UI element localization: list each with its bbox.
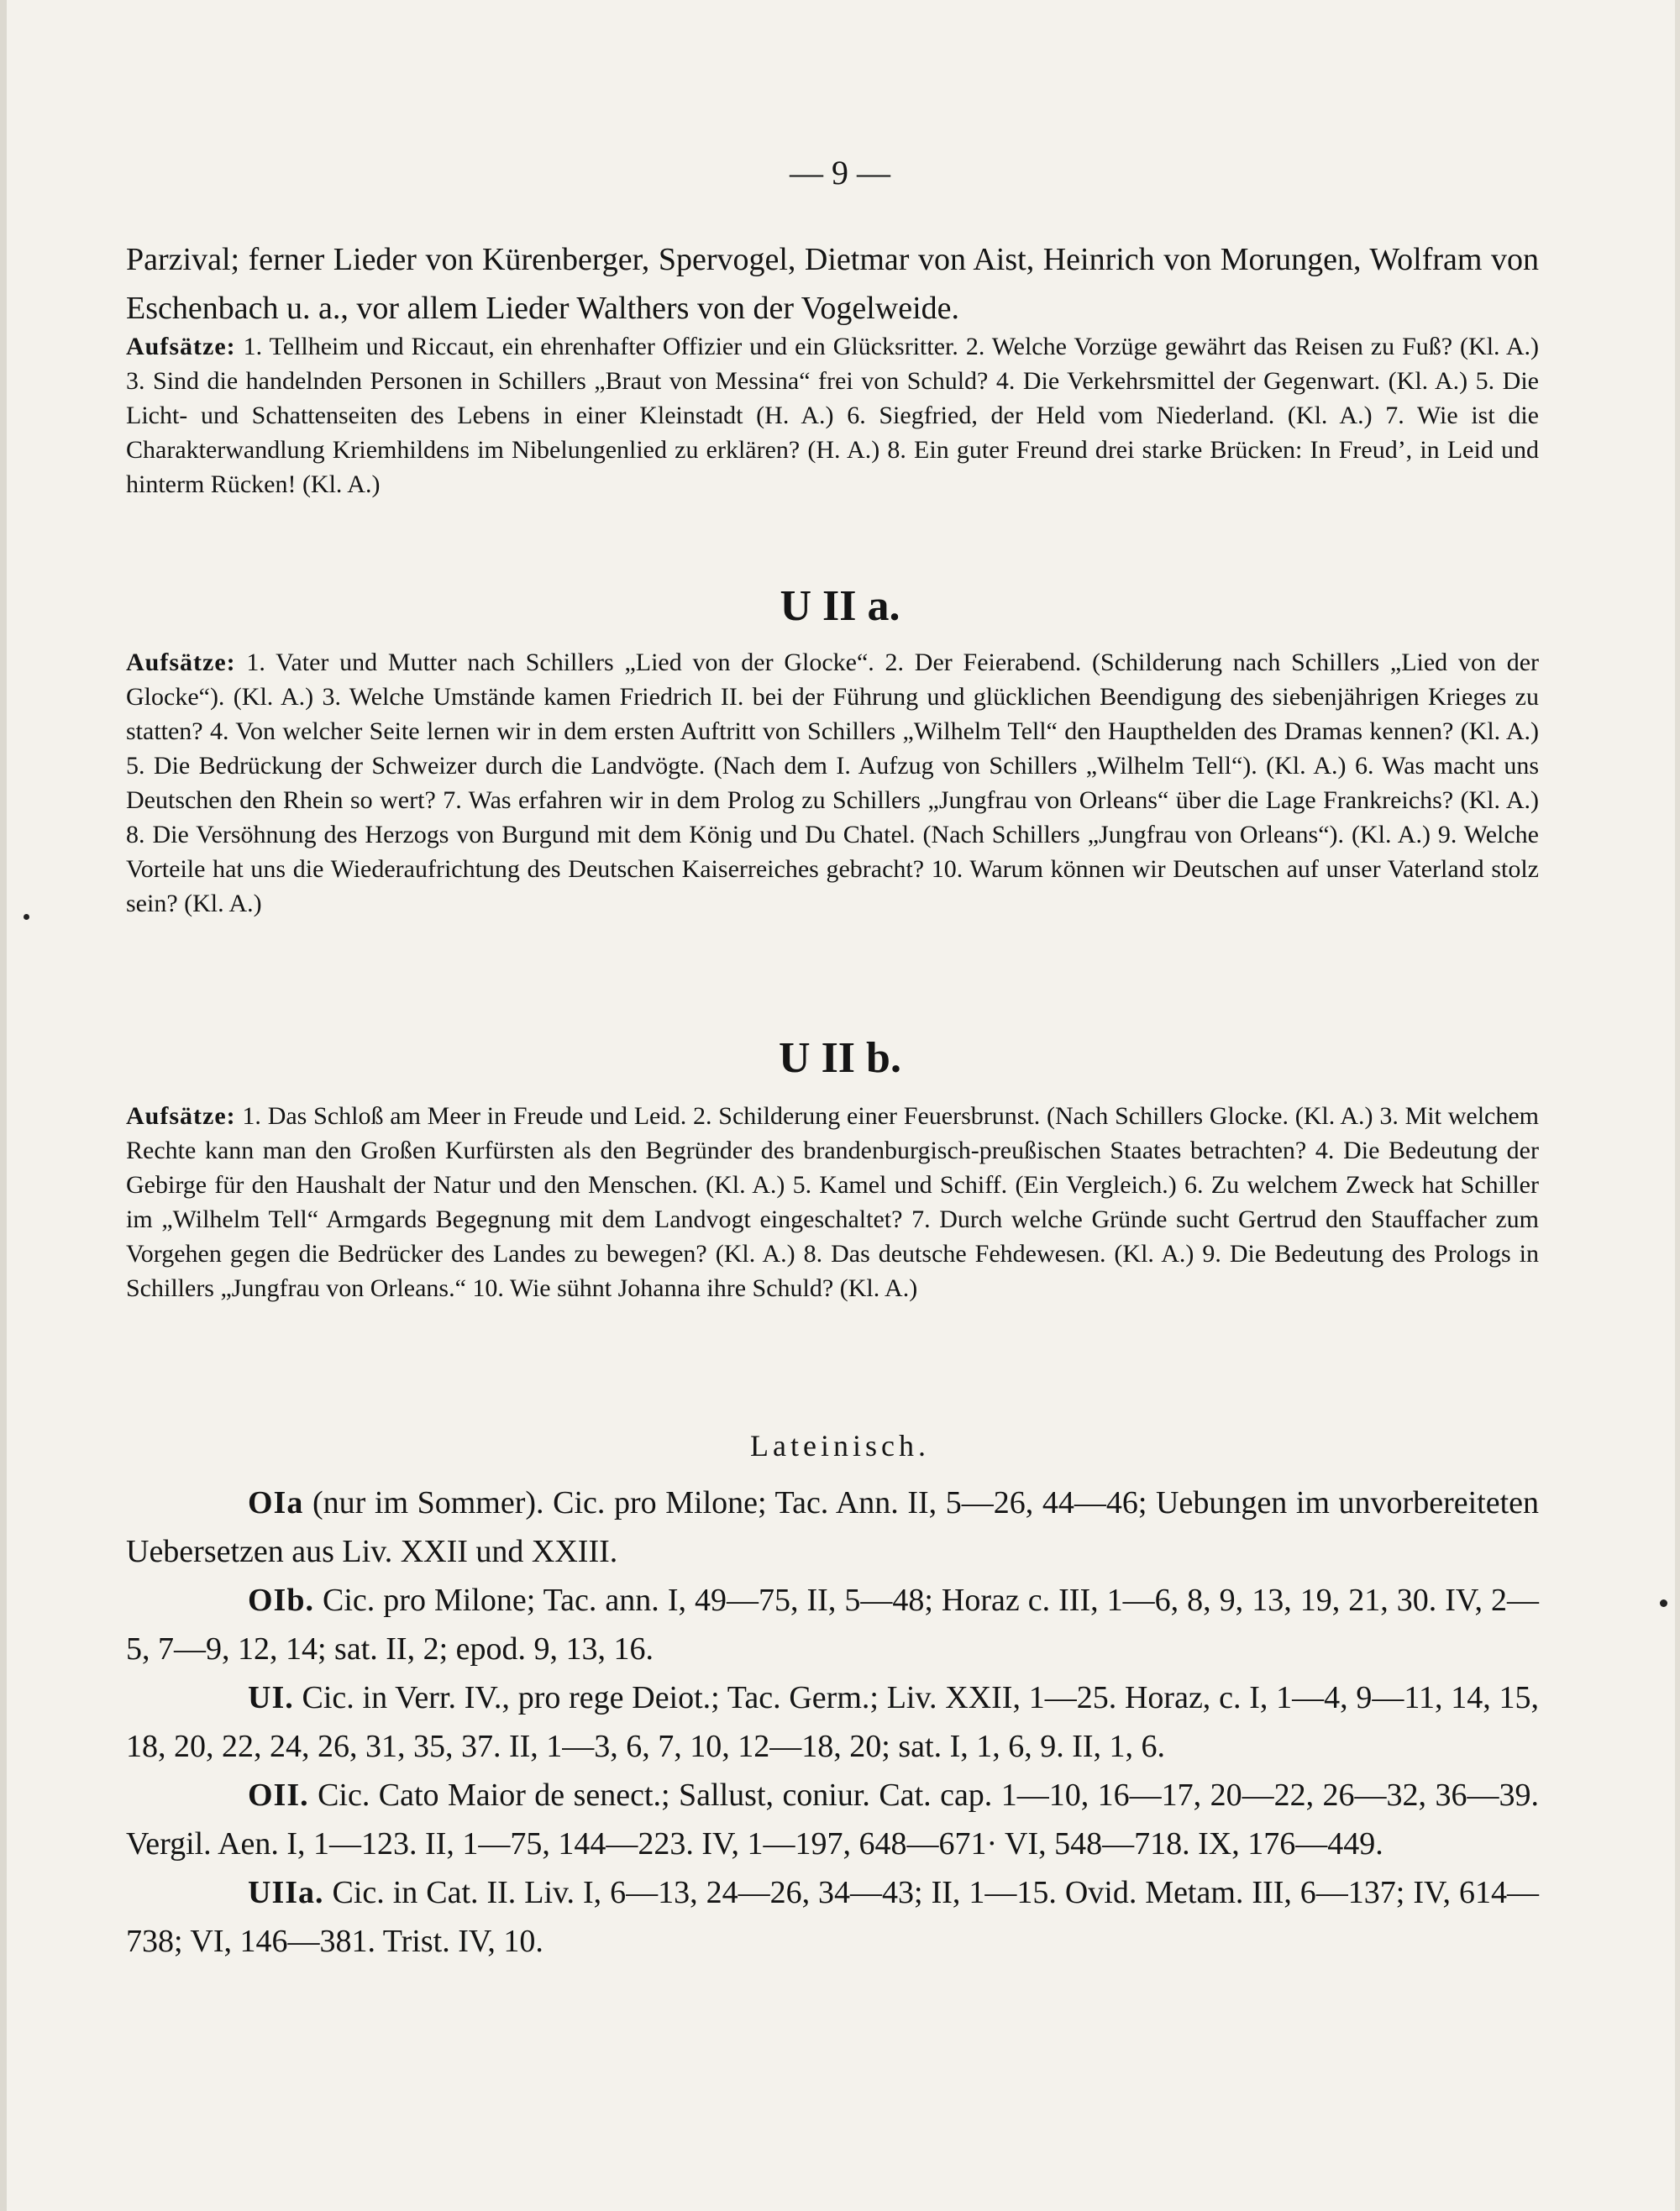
latin-readings bbox=[126, 1478, 1539, 1966]
latin-reading-oib bbox=[126, 1576, 1539, 1673]
section-heading-uiia: U II a. bbox=[780, 582, 900, 630]
class-label: OIa bbox=[248, 1485, 304, 1520]
essays-label: Aufsätze: bbox=[126, 1102, 236, 1130]
latin-reading-ui bbox=[126, 1673, 1539, 1771]
intro-paragraph: Parzival; ferner Lieder von Kürenberger, Spervogel, Dietmar von Aist, Heinrich von Morungen, Wolfram von Eschenbach u. a., vor allem Lieder Walthers von der Vogelweide. bbox=[126, 242, 1539, 326]
uiib-essays-paragraph bbox=[126, 1099, 1539, 1305]
class-label: OII. bbox=[248, 1778, 309, 1813]
essays-text: 1. Das Schloß am Meer in Freude und Leid. 2. Schilderung einer Feuersbrunst. (Nach Schillers Glocke. (Kl. A.) 3. Mit welchem Rechte kann man den Großen Kurfürsten als den Begründer des brandenburgisch-preußischen Staates betrachten? 4. Die Bedeutung der Gebirge für den Haushalt der Natur und den Menschen. (Kl. A.) 5. Kamel und Schiff. (Ein Vergleich.) 6. Zu welchem Zweck hat Schiller im „Wilhelm Tell“ Armgards Begegnung mit dem Landvogt eingeschaltet? 7. Durch welche Gründe sucht Gertrud den Stauffacher zum Vorgehen gegen die Bedrücker des Landes zu bewegen? (Kl. A.) 8. Das deutsche Fehdewesen. (Kl. A.) 9. Die Bedeutung des Prologs in Schillers „Jungfrau von Orleans.“ 10. Wie sühnt Johanna ihre Schuld? (Kl. A.) bbox=[126, 1102, 1539, 1302]
essays-text: 1. Vater und Mutter nach Schillers „Lied von der Glocke“. 2. Der Feierabend. (Schilderung nach Schillers „Lied von der Glocke“). (Kl. A.) 3. Welche Umstände kamen Friedrich II. bei der Führung und glücklichen Beendigung des siebenjährigen Krieges zu statten? 4. Von welcher Seite lernen wir in dem ersten Auftritt von Schillers „Wilhelm Tell“ den Haupthelden des Dramas kennen? (Kl. A.) 5. Die Bedrückung der Schweizer durch die Landvögte. (Nach dem I. Aufzug von Schillers „Wilhelm Tell“). (Kl. A.) 6. Was macht uns Deutschen den Rhein so wert? 7. Was erfahren wir in dem Prolog zu Schillers „Jungfrau von Orleans“ über die Lage Frankreichs? (Kl. A.) 8. Die Versöhnung des Herzogs von Burgund mit dem König und Du Chatel. (Nach Schillers „Jungfrau von Orleans“). (Kl. A.) 9. Welche Vorteile hat uns die Wiederaufrichtung des Deutschen Kaiserreiches gebracht? 10. Warum können wir Deutschen auf unser Vaterland stolz sein? (Kl. A.) bbox=[126, 649, 1539, 917]
class-label: OIb. bbox=[248, 1583, 314, 1618]
page-number: — 9 — bbox=[790, 154, 890, 192]
section-heading-latein: Lateinisch. bbox=[750, 1429, 930, 1463]
reading-text: (nur im Sommer). Cic. pro Milone; Tac. Ann. II, 5—26, 44—46; Uebungen im unvorbereiteten Uebersetzen aus Liv. XXII und XXIII. bbox=[126, 1485, 1539, 1569]
uiia-essays-paragraph bbox=[126, 645, 1539, 921]
reading-text: Cic. in Cat. II. Liv. I, 6—13, 24—26, 34—43; II, 1—15. Ovid. Metam. III, 6—137; IV, 614—738; VI, 146—381. Trist. IV, 10. bbox=[126, 1875, 1539, 1959]
essays-text: 1. Tellheim und Riccaut, ein ehrenhafter Offizier und ein Glücksritter. 2. Welche Vorzüge gewährt das Reisen zu Fuß? (Kl. A.) 3. Sind die handelnden Personen in Schillers „Braut von Messina“ frei von Schuld? 4. Die Verkehrsmittel der Gegenwart. (Kl. A.) 5. Die Licht- und Schattenseiten des Lebens in einer Kleinstadt (H. A.) 6. Siegfried, der Held vom Niederland. (Kl. A.) 7. Wie ist die Charakterwandlung Kriemhildens im Nibelungenlied zu erklären? (H. A.) 8. Ein guter Freund drei starke Brücken: In Freud’, in Leid und hinterm Rücken! (Kl. A.) bbox=[126, 333, 1539, 498]
scan-edge-right bbox=[1675, 0, 1680, 2211]
reading-text: Cic. in Verr. IV., pro rege Deiot.; Tac. Germ.; Liv. XXII, 1—25. Horaz, c. I, 1—4, 9—11, 14, 15, 18, 20, 22, 24, 26, 31, 35, 37. II, 1—3, 6, 7, 10, 12—18, 20; sat. I, 1, 6, 9. II, 1, 6. bbox=[126, 1680, 1539, 1764]
latin-reading-oia bbox=[126, 1478, 1539, 1576]
class-label: UI. bbox=[248, 1680, 294, 1715]
latin-reading-uiia bbox=[126, 1868, 1539, 1966]
reading-text: Cic. pro Milone; Tac. ann. I, 49—75, II, 5—48; Horaz c. III, 1—6, 8, 9, 13, 19, 21, 30. IV, 2—5, 7—9, 12, 14; sat. II, 2; epod. 9, 13, 16. bbox=[126, 1583, 1539, 1667]
essays-label: Aufsätze: bbox=[126, 649, 236, 676]
essays-label: Aufsätze: bbox=[126, 333, 236, 360]
scan-edge-left bbox=[0, 0, 7, 2211]
ink-speck bbox=[24, 914, 29, 920]
latin-reading-oii bbox=[126, 1771, 1539, 1868]
reading-text: Cic. Cato Maior de senect.; Sallust, coniur. Cat. cap. 1—10, 16—17, 20—22, 26—32, 36—39. Vergil. Aen. I, 1—123. II, 1—75, 144—223. IV, 1—197, 648—671· VI, 548—718. IX, 176—449. bbox=[126, 1778, 1539, 1862]
ink-speck bbox=[1660, 1599, 1667, 1607]
section-heading-uiib: U II b. bbox=[779, 1034, 901, 1082]
oi-essays-paragraph bbox=[126, 329, 1539, 502]
class-label: UIIa. bbox=[248, 1875, 324, 1910]
